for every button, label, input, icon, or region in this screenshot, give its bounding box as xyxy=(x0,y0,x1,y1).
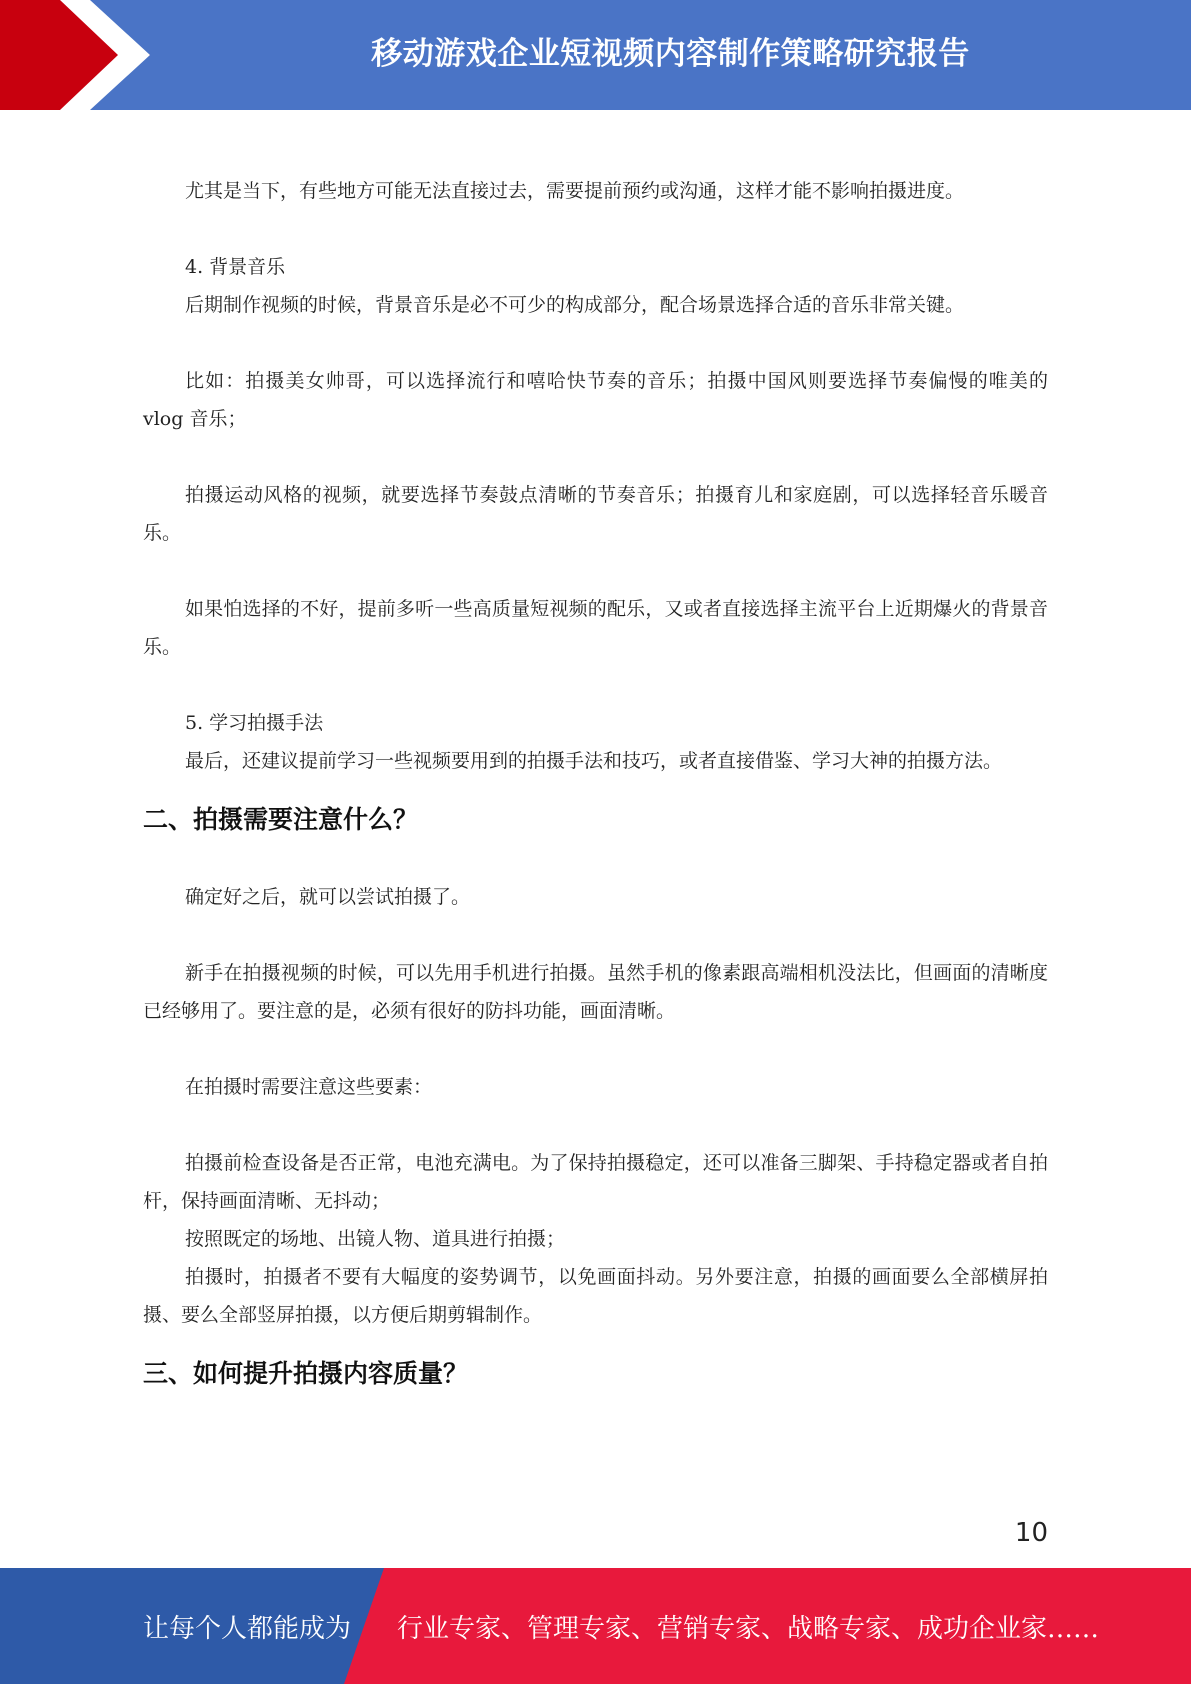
paragraph: 如果怕选择的不好，提前多听一些高质量短视频的配乐，又或者直接选择主流平台上近期爆火的背景音乐。 xyxy=(143,598,1048,658)
paragraph: 拍摄时，拍摄者不要有大幅度的姿势调节，以免画面抖动。另外要注意，拍摄的画面要么全部横屏拍摄、要么全部竖屏拍摄，以方便后期剪辑制作。 xyxy=(143,1266,1048,1326)
section-heading: 三、如何提升拍摄内容质量？ xyxy=(143,1359,469,1388)
page-footer xyxy=(0,1568,1191,1684)
footer-slogan-left: 让每个人都能成为 xyxy=(143,1613,352,1644)
section-heading: 二、拍摄需要注意什么？ xyxy=(143,805,419,834)
paragraph: 最后，还建议提前学习一些视频要用到的拍摄手法和技巧，或者直接借鉴、学习大神的拍摄方法。 xyxy=(185,750,1003,772)
report-title: 移动游戏企业短视频内容制作策略研究报告 xyxy=(371,35,970,72)
paragraph: 确定好之后，就可以尝试拍摄了。 xyxy=(185,886,471,908)
footer-slogan-right: 行业专家、管理专家、营销专家、战略专家、成功企业家…… xyxy=(397,1613,1100,1644)
document-body xyxy=(143,172,1048,1394)
page-number: 10 xyxy=(1014,1518,1048,1548)
item-title: 4. 背景音乐 xyxy=(185,256,286,278)
paragraph: 在拍摄时需要注意这些要素： xyxy=(185,1076,433,1098)
paragraph: 按照既定的场地、出镜人物、道具进行拍摄； xyxy=(185,1228,566,1250)
paragraph: 新手在拍摄视频的时候，可以先用手机进行拍摄。虽然手机的像素跟高端相机没法比，但画面的清晰度已经够用了。要注意的是，必须有很好的防抖功能，画面清晰。 xyxy=(143,962,1048,1022)
paragraph: 比如：拍摄美女帅哥，可以选择流行和嘻哈快节奏的音乐；拍摄中国风则要选择节奏偏慢的唯美的 vlog 音乐； xyxy=(143,370,1048,430)
paragraph: 后期制作视频的时候，背景音乐是必不可少的构成部分，配合场景选择合适的音乐非常关键。 xyxy=(185,294,965,316)
page-header xyxy=(0,0,1191,110)
item-title: 5. 学习拍摄手法 xyxy=(185,712,324,734)
paragraph: 拍摄运动风格的视频，就要选择节奏鼓点清晰的节奏音乐；拍摄育儿和家庭剧，可以选择轻音乐暖音乐。 xyxy=(143,484,1048,544)
paragraph: 尤其是当下，有些地方可能无法直接过去，需要提前预约或沟通，这样才能不影响拍摄进度。 xyxy=(185,180,965,202)
paragraph: 拍摄前检查设备是否正常，电池充满电。为了保持拍摄稳定，还可以准备三脚架、手持稳定器或者自拍杆，保持画面清晰、无抖动； xyxy=(143,1152,1048,1212)
